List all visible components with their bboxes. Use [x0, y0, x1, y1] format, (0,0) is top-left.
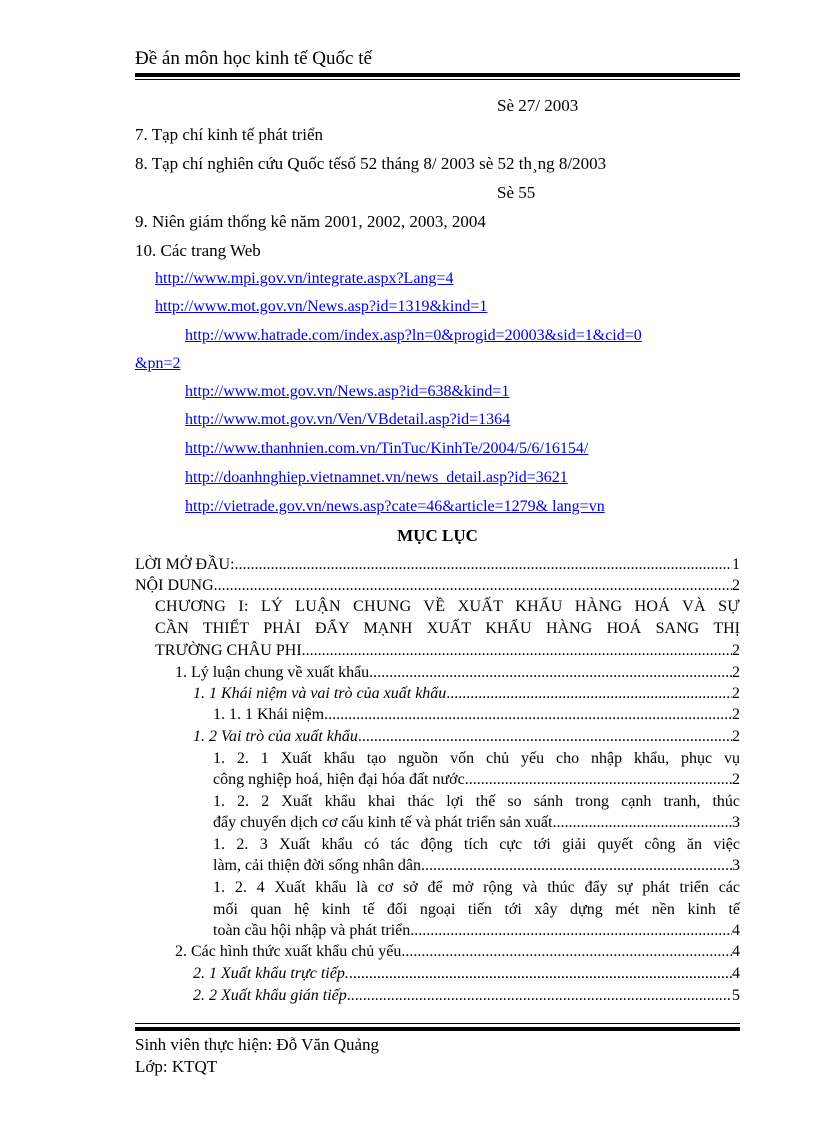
- toc-entry[interactable]: [155, 642, 740, 660]
- footer-class: Lớp: KTQT: [135, 1057, 218, 1076]
- toc-page-number: 4: [732, 922, 740, 939]
- toc-page-number: 5: [732, 987, 740, 1004]
- toc-title: MỤC LỤC: [397, 526, 478, 545]
- footer-student: Sinh viên thực hiện: Đỗ Văn Quảng: [135, 1035, 380, 1054]
- toc-entry[interactable]: [135, 577, 740, 595]
- toc-page-number: 3: [732, 814, 740, 831]
- toc-entry-line: mối quan hệ kinh tế đối ngoại tiến tới xây dựng mét nền kinh tế: [213, 901, 740, 918]
- toc-entry-text: làm, cải thiện đời sống nhân dân.: [213, 857, 425, 874]
- toc-page-number: 2: [732, 685, 740, 702]
- toc-entry[interactable]: [213, 922, 740, 940]
- footer-rule-thick: [135, 1027, 740, 1031]
- header-rule-thick: [135, 73, 740, 77]
- reference-item: 7. Tạp chí kinh tế phát triển: [135, 125, 324, 144]
- reference-item-continuation: Sè 55: [497, 183, 536, 202]
- toc-entry-text: 2. 2 Xuất khẩu gián tiếp: [193, 987, 347, 1004]
- web-link[interactable]: http://www.hatrade.com/index.asp?ln=0&progid=20003&sid=1&cid=0: [185, 327, 642, 344]
- toc-entry-text: NỘI DUNG: [135, 577, 214, 594]
- page-header-title: Đề án môn học kinh tế Quốc tế: [135, 48, 372, 69]
- toc-page-number: 3: [732, 857, 740, 874]
- web-link[interactable]: http://www.mpi.gov.vn/integrate.aspx?Lang=4: [155, 270, 454, 287]
- web-link[interactable]: http://www.thanhnien.com.vn/TinTuc/KinhTe/2004/5/6/16154/: [185, 440, 589, 457]
- footer-rule-thin: [135, 1023, 740, 1024]
- toc-entry-text: đẩy chuyển dịch cơ cấu kinh tế và phát triển sản xuất.: [213, 814, 557, 831]
- toc-page-number: 2: [732, 664, 740, 681]
- toc-entry[interactable]: [175, 943, 740, 961]
- toc-page-number: 1: [732, 556, 740, 573]
- toc-page-number: 2: [732, 728, 740, 745]
- toc-entry[interactable]: [135, 556, 740, 574]
- toc-entry-text: 1. 1. 1 Khái niệm: [213, 706, 325, 723]
- toc-entry[interactable]: [213, 771, 740, 789]
- toc-entry[interactable]: [193, 728, 740, 746]
- toc-entry-text: 2. 1 Xuất khẩu trực tiếp.: [193, 965, 349, 982]
- toc-page-number: 4: [732, 943, 740, 960]
- toc-entry-text: 2. Các hình thức xuất khẩu chủ yếu: [175, 943, 402, 960]
- toc-entry[interactable]: [193, 685, 740, 703]
- toc-entry-text: 1. 2 Vai trò của xuất khẩu: [193, 728, 358, 745]
- toc-entry-line: 1. 2. 3 Xuất khẩu có tác động tích cực tới giải quyết công ăn việc: [213, 836, 740, 853]
- web-link[interactable]: http://vietrade.gov.vn/news.asp?cate=46&article=1279& lang=vn: [185, 498, 605, 515]
- toc-entry-line: 1. 2. 4 Xuất khẩu là cơ sở để mở rộng và thúc đẩy sự phát triển các: [213, 879, 740, 896]
- toc-entry[interactable]: [213, 857, 740, 875]
- reference-item: 10. Các trang Web: [135, 241, 261, 260]
- toc-page-number: 2: [732, 577, 740, 594]
- toc-entry-text: 1. 1 Khái niệm và vai trò của xuất khẩu: [193, 685, 447, 702]
- web-link-continuation[interactable]: &pn=2: [135, 355, 181, 372]
- reference-item: 8. Tạp chí nghiên cứu Quốc tếsố 52 tháng 8/ 2003 sè 52 th¸ng 8/2003: [135, 154, 607, 173]
- toc-entry-text: công nghiệp hoá, hiện đại hóa đất nước.: [213, 771, 469, 788]
- toc-entry[interactable]: [213, 706, 740, 724]
- web-link[interactable]: http://doanhnghiep.vietnamnet.vn/news_detail.asp?id=3621: [185, 469, 568, 486]
- web-link[interactable]: http://www.mot.gov.vn/News.asp?id=638&kind=1: [185, 383, 510, 400]
- toc-entry[interactable]: [193, 965, 740, 983]
- web-link[interactable]: http://www.mot.gov.vn/News.asp?id=1319&kind=1: [155, 298, 488, 315]
- toc-page-number: 2: [732, 771, 740, 788]
- toc-entry-text: toàn cầu hội nhập và phát triển.: [213, 922, 415, 939]
- reference-item: 9. Niên giám thống kê năm 2001, 2002, 2003, 2004: [135, 212, 486, 231]
- toc-entry[interactable]: [193, 987, 740, 1005]
- toc-page-number: 2: [732, 642, 740, 659]
- toc-chapter-line: CẦN THIẾT PHẢI ĐẨY MẠNH XUẤT KHẨU HÀNG HOÁ SANG THỊ: [155, 620, 740, 637]
- toc-entry-text: 1. Lý luận chung về xuất khẩu: [175, 664, 370, 681]
- header-rule-thin: [135, 79, 740, 80]
- toc-entry-line: 1. 2. 1 Xuất khẩu tạo nguồn vốn chủ yếu cho nhập khẩu, phục vụ: [213, 750, 740, 767]
- web-link[interactable]: http://www.mot.gov.vn/Ven/VBdetail.asp?id=1364: [185, 411, 511, 428]
- toc-chapter-line: CHƯƠNG I: LÝ LUẬN CHUNG VỀ XUẤT KHẨU HÀNG HOÁ VÀ SỰ: [155, 598, 740, 615]
- toc-entry[interactable]: [175, 664, 740, 682]
- toc-entry[interactable]: [213, 814, 740, 832]
- toc-entry-text: TRƯỜNG CHÂU PHI: [155, 642, 302, 659]
- toc-page-number: 4: [732, 965, 740, 982]
- toc-entry-line: 1. 2. 2 Xuất khẩu khai thác lợi thế so sánh trong cạnh tranh, thúc: [213, 793, 740, 810]
- reference-continuation: Sè 27/ 2003: [497, 96, 579, 115]
- toc-entry-text: LỜI MỞ ĐẦU:: [135, 556, 235, 573]
- toc-page-number: 2: [732, 706, 740, 723]
